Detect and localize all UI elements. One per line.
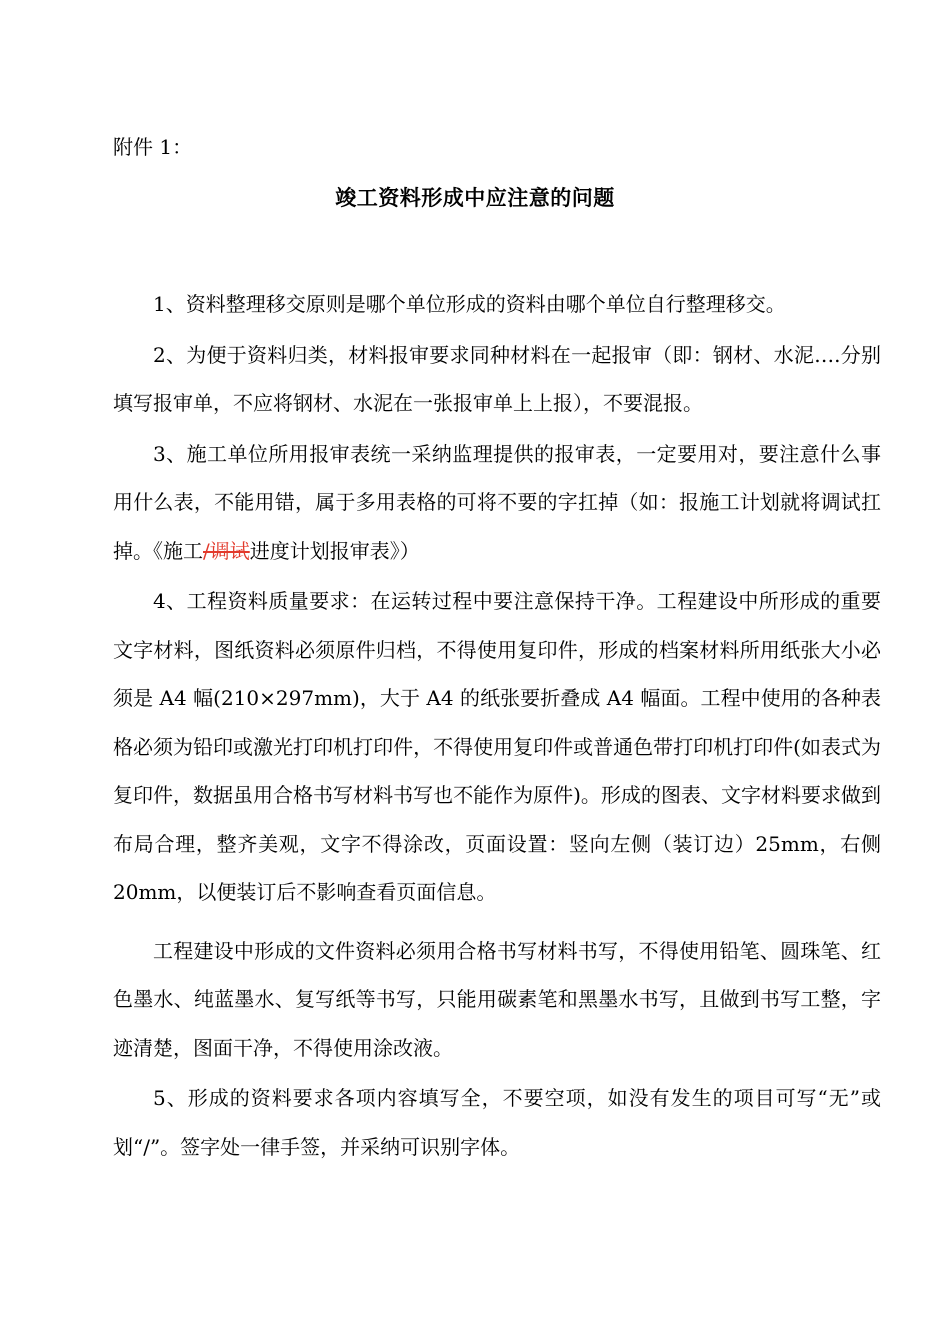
paragraph-4-continued: 工程建设中形成的文件资料必须用合格书写材料书写，不得使用铅笔、圆珠笔、红色墨水、纯蓝墨水、复写纸等书写，只能用碳素笔和黑墨水书写，且做到书写工整，字迹清楚，图面干净，不得使用涂改液。 — [113, 938, 881, 1060]
struck-text: /调试 — [203, 538, 250, 563]
paragraph-5: 5、形成的资料要求各项内容填写全，不要空项，如没有发生的项目可写“无”或划“/”。签字处一律手签，并采纳可识别字体。 — [113, 1086, 881, 1159]
document-body — [113, 280, 881, 1171]
paragraph-3-tail: 进度计划报审表》） — [249, 538, 420, 563]
document-title: 竣工资料形成中应注意的问题 — [335, 185, 615, 210]
paragraph-1: 1、资料整理移交原则是哪个单位形成的资料由哪个单位自行整理移交。 — [153, 292, 786, 316]
paragraph-3-text: 3、施工单位所用报审表统一采纳监理提供的报审表，一定要用对，要注意什么事用什么表，不能用错，属于多用表格的可将不要的字扛掉（如：报施工计划就将调试扛掉。《施工 — [113, 441, 881, 563]
paragraph-4: 4、工程资料质量要求：在运转过程中要注意保持干净。工程建设中所形成的重要文字材料，图纸资料必须原件归档，不得使用复印件，形成的档案材料所用纸张大小必须是 A4 幅(210×297mm)，大于 A4 的纸张要折叠成 A4 幅面。工程中使用的各种表格必须为铅印或激光打印机打印件，不得使用复印件或普通色带打印机打印件(如表式为复印件，数据虽用合格书写材料书写也不能作为原件)。形成的图表、文字材料要求做到布局合理，整齐美观，文字不得涂改，页面设置：竖向左侧（装订边）25mm，右侧 20mm，以便装订后不影响查看页面信息。 — [113, 589, 881, 904]
paragraph-3 — [113, 430, 881, 576]
paragraph-2: 2、为便于资料归类，材料报审要求同种材料在一起报审（即：钢材、水泥….分别填写报审单，不应将钢材、水泥在一张报审单上上报），不要混报。 — [113, 342, 881, 415]
attachment-label: 附件 1： — [113, 135, 193, 159]
